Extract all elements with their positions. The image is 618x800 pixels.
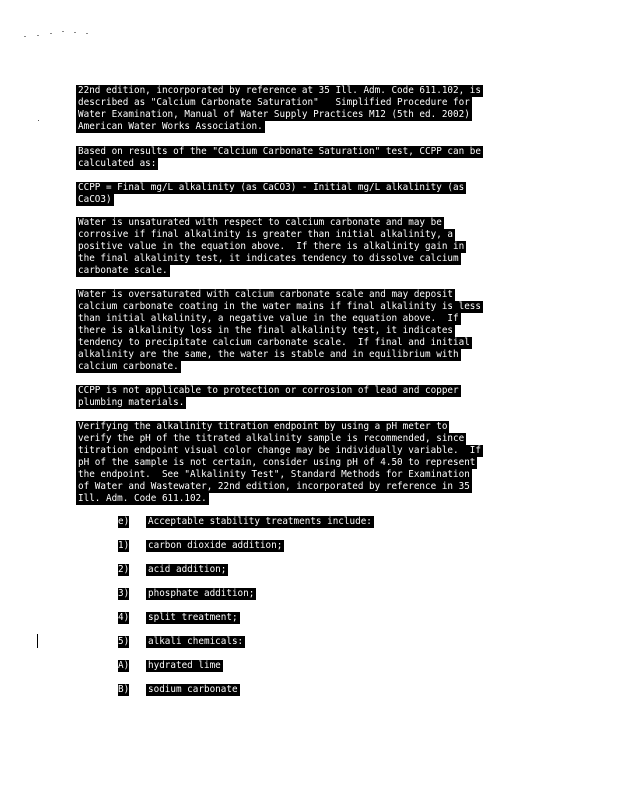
list-item-text: sodium carbonate	[148, 684, 238, 695]
list-marker: A)	[118, 660, 130, 671]
list-item-text: phosphate addition;	[148, 588, 255, 599]
list-item-text: alkali chemicals:	[148, 636, 244, 647]
paragraph-line: positive value in the equation above. If there is alkalinity gain in	[78, 241, 465, 252]
list-item-text: carbon dioxide addition;	[148, 540, 283, 551]
scan-speck	[24, 36, 26, 37]
formula-line: CCPP = Final mg/L alkalinity (as CaCO3) - Initial mg/L alkalinity (as	[78, 182, 465, 193]
paragraph-line: Ill. Adm. Code 611.102.	[78, 493, 207, 504]
scan-speck	[62, 31, 64, 32]
paragraph-line: Based on results of the "Calcium Carbonate Saturation" test, CCPP can be	[78, 146, 481, 157]
list-marker: 3)	[118, 588, 130, 599]
list-item-text: Acceptable stability treatments include:	[148, 516, 372, 527]
paragraph-line: the final alkalinity test, it indicates tendency to dissolve calcium	[78, 253, 459, 264]
scan-speck	[38, 120, 39, 121]
paragraph-line: the endpoint. See "Alkalinity Test", Standard Methods for Examination	[78, 469, 470, 480]
paragraph-line: corrosive if final alkalinity is greater than initial alkalinity, a	[78, 229, 454, 240]
formula-line: CaCO3)	[78, 194, 112, 205]
paragraph-line: tendency to precipitate calcium carbonate scale. If final and initial	[78, 337, 470, 348]
paragraph-line: calculated as:	[78, 158, 157, 169]
list-marker: B)	[118, 684, 130, 695]
list-item-text: hydrated lime	[148, 660, 221, 671]
scan-speck	[50, 33, 52, 34]
scan-speck	[86, 33, 88, 34]
scan-speck	[74, 32, 76, 33]
list-marker: 2)	[118, 564, 130, 575]
paragraph-line: Water is unsaturated with respect to calcium carbonate and may be	[78, 217, 442, 228]
list-item-text: acid addition;	[148, 564, 227, 575]
list-marker: 1)	[118, 540, 130, 551]
paragraph-line: plumbing materials.	[78, 397, 185, 408]
paragraph-line: Verifying the alkalinity titration endpoint by using a pH meter to	[78, 421, 448, 432]
paragraph-line: alkalinity are the same, the water is stable and in equilibrium with	[78, 349, 459, 360]
revision-bar	[37, 634, 38, 648]
paragraph-line: titration endpoint visual color change may be individually variable. If	[78, 445, 481, 456]
paragraph-line: CCPP is not applicable to protection or corrosion of lead and copper	[78, 385, 459, 396]
paragraph-line: of Water and Wastewater, 22nd edition, incorporated by reference in 35	[78, 481, 470, 492]
paragraph-line: carbonate scale.	[78, 265, 168, 276]
list-item-text: split treatment;	[148, 612, 238, 623]
paragraph-line: pH of the sample is not certain, consider using pH of 4.50 to represent	[78, 457, 476, 468]
paragraph-line: Water is oversaturated with calcium carbonate scale and may deposit	[78, 289, 454, 300]
paragraph-line: described as "Calcium Carbonate Saturation" Simplified Procedure for	[78, 97, 470, 108]
scan-speck	[37, 35, 39, 36]
paragraph-line: American Water Works Association.	[78, 121, 263, 132]
list-marker: e)	[118, 516, 130, 527]
paragraph-line: 22nd edition, incorporated by reference at 35 Ill. Adm. Code 611.102, is	[78, 85, 481, 96]
paragraph-line: calcium carbonate coating in the water mains if final alkalinity is less	[78, 301, 481, 312]
paragraph-line: Water Examination, Manual of Water Supply Practices M12 (5th ed. 2002)	[78, 109, 470, 120]
paragraph-line: verify the pH of the titrated alkalinity sample is recommended, since	[78, 433, 465, 444]
list-marker: 4)	[118, 612, 130, 623]
paragraph-line: than initial alkalinity, a negative value in the equation above. If	[78, 313, 459, 324]
list-marker: 5)	[118, 636, 130, 647]
paragraph-line: calcium carbonate.	[78, 361, 179, 372]
paragraph-line: there is alkalinity loss in the final alkalinity test, it indicates	[78, 325, 454, 336]
